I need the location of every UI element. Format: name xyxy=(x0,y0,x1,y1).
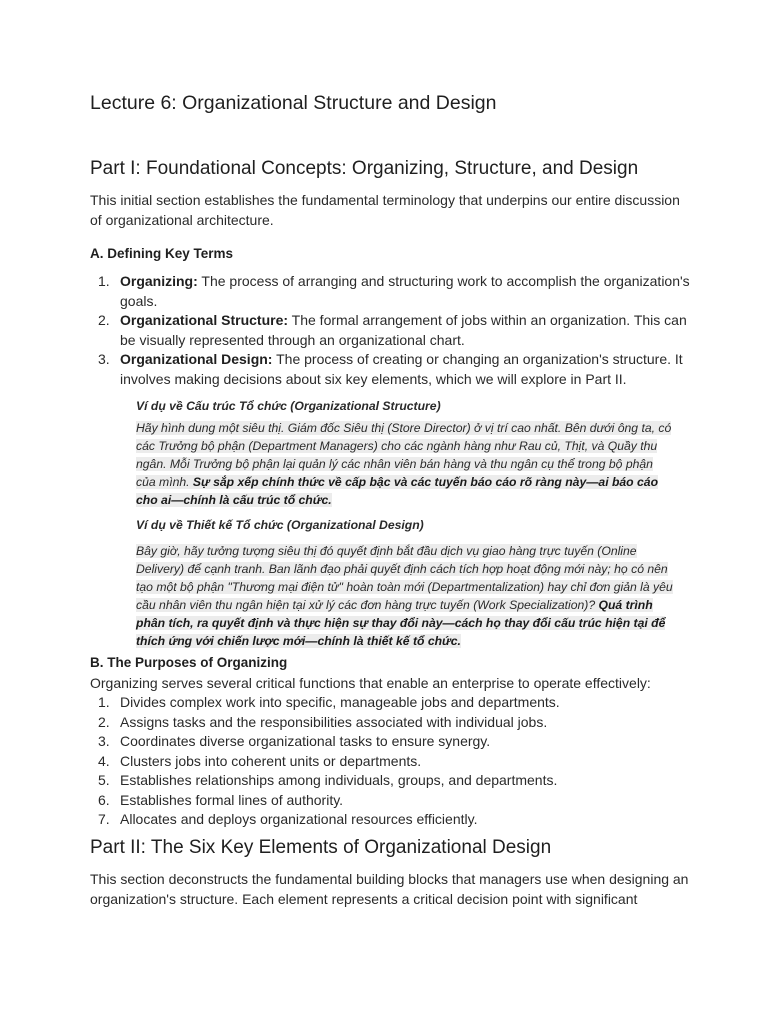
list-item: 2. Assigns tasks and the responsibilities associated with individual jobs. xyxy=(98,713,548,730)
purposes-list xyxy=(90,693,690,830)
example1-body xyxy=(136,419,674,509)
list-item: 1. Organizing: The process of arranging and structuring work to accomplish the organization's goals. xyxy=(98,273,690,309)
section-a-heading: A. Defining Key Terms xyxy=(90,246,234,261)
term-label: Organizational Structure: xyxy=(120,312,289,328)
section-b-intro: Organizing serves several critical functions that enable an enterprise to operate effectively: xyxy=(90,675,651,691)
example1-emphasis: Sự sắp xếp chính thức về cấp bậc và các tuyến báo cáo rõ ràng này—ai báo cáo cho ai—chính là cấu trúc tổ chức. xyxy=(136,475,659,507)
term-definition: The process of arranging and structuring work to accomplish the organization's goals. xyxy=(120,273,690,309)
term-definition: The formal arrangement of jobs within an organization. This can be visually represented through an organizational chart. xyxy=(120,312,687,348)
example2-emphasis: Quá trình phân tích, ra quyết định và thực hiện sự thay đổi này—cách họ thay đổi cấu trúc hiện tại để thích ứng với chiến lược mới—chính là thiết kế tổ chức. xyxy=(136,598,666,648)
part2-intro: This section deconstructs the fundamental building blocks that managers use when designing an organization's structure. Each element represents a critical decision point with significant xyxy=(90,871,689,907)
list-item: 4. Clusters jobs into coherent units or departments. xyxy=(98,752,422,769)
list-item: 5. Establishes relationships among individuals, groups, and departments. xyxy=(98,772,558,788)
list-item: 6. Establishes formal lines of authority. xyxy=(98,791,344,808)
term-definition: The process of creating or changing an organization's structure. It involves making decisions about six key elements, which we will explore in Part II. xyxy=(120,351,683,387)
term-label: Organizational Design: xyxy=(120,351,273,367)
list-item: 1. Divides complex work into specific, manageable jobs and departments. xyxy=(98,694,560,710)
part1-heading: Part I: Foundational Concepts: Organizing, Structure, and Design xyxy=(90,158,639,179)
term-label: Organizing: xyxy=(120,273,198,289)
part2-heading: Part II: The Six Key Elements of Organizational Design xyxy=(90,837,552,858)
list-item: 3. Organizational Design: The process of creating or changing an organization's structure. It involves making decisions about six key elements, which we will explore in Part II. xyxy=(98,351,683,387)
list-item: 3. Coordinates diverse organizational tasks to ensure synergy. xyxy=(98,733,491,749)
example1-title: Ví dụ về Cấu trúc Tổ chức (Organizational Structure) xyxy=(136,399,441,413)
list-item: 2. Organizational Structure: The formal arrangement of jobs within an organization. This can be visually represented through an organizational chart. xyxy=(98,312,687,348)
example2-text: Bây giờ, hãy tưởng tượng siêu thị đó quyết định bắt đầu dịch vụ giao hàng trực tuyến (Online Delivery) để cạnh tranh. Ban lãnh đạo phải quyết định cách tích hợp hoạt động mới này; họ có nên tạo một bộ phận "Thương mại điện tử" hoàn toàn mới (Departmentalization) hay chỉ đơn giản là yêu cầu nhân viên thu ngân hiện tại xử lý các đơn hàng trực tuyến (Work Specialization)? xyxy=(136,544,673,612)
list-item: 7. Allocates and deploys organizational resources efficiently. xyxy=(98,811,478,827)
part1-intro: This initial section establishes the fundamental terminology that underpins our entire discussion of organizational architecture. xyxy=(90,192,680,228)
key-terms-list xyxy=(90,272,690,389)
section-b-heading: B. The Purposes of Organizing xyxy=(90,655,288,670)
example2-body xyxy=(136,542,674,650)
example2-title: Ví dụ về Thiết kế Tổ chức (Organizational Design) xyxy=(136,518,424,532)
document-title: Lecture 6: Organizational Structure and Design xyxy=(90,92,497,114)
example1-text: Hãy hình dung một siêu thị. Giám đốc Siêu thị (Store Director) ở vị trí cao nhất. Bên dưới ông ta, có các Trưởng bộ phận (Department Managers) cho các ngành hàng như Rau củ, Thịt, và Quầy thu ngân. Mỗi Trưởng bộ phận lại quản lý các nhân viên bán hàng và thu ngân cụ thể trong bộ phận của mình. xyxy=(136,421,672,489)
